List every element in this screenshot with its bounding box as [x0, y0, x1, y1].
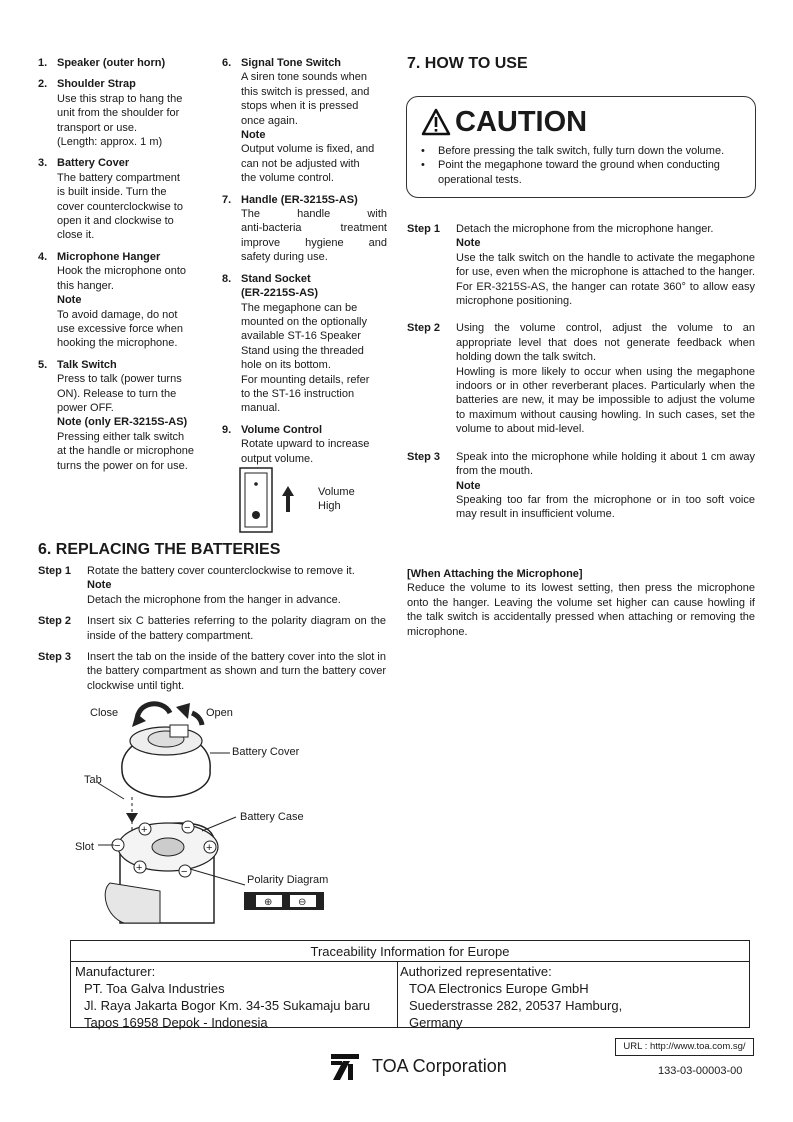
slot-label: Slot	[75, 841, 94, 853]
parts-list-left	[38, 56, 200, 480]
svg-text:−: −	[114, 840, 121, 852]
svg-text:⊕: ⊕	[264, 897, 273, 908]
svg-text:+: +	[206, 842, 213, 854]
section-6-title: 6. REPLACING THE BATTERIES	[38, 541, 281, 558]
manufacturer-cell: Manufacturer: PT. Toa Galva Industries Jl. Raya Jakarta Bogor Km. 34-35 Sukamaju baru Tapos 16958 Depok - Indonesia	[71, 962, 398, 1028]
battery-step-1: Step 1 Rotate the battery cover counterclockwise to remove it. Note Detach the microphone from the hanger in advance.	[38, 565, 355, 606]
attaching-microphone-section	[407, 567, 755, 639]
caution-item: • Point the megaphone toward the ground when conducting operational tests.	[421, 159, 720, 186]
battery-cover-label: Battery Cover	[232, 746, 300, 758]
battery-case-label: Battery Case	[240, 811, 304, 823]
polarity-diagram-label: Polarity Diagram	[247, 874, 329, 886]
use-step-2: Step 2 Using the volume control, adjust the volume to an appropriate level that does not generate feedback when holding down the talk switch. Howling is more likely to occur when using the megaphone indoors or in other reverberant places. Particularly when the batteries are new, it may be impossible to adjust the volume to maximum without causing howling. In such cases, set the volume to about mid-level.	[407, 322, 755, 436]
toa-logo-icon	[330, 1051, 360, 1081]
svg-text:−: −	[181, 866, 188, 878]
caution-list	[421, 144, 751, 187]
battery-step-3: Step 3 Insert the tab on the inside of the battery cover into the slot in the battery compartment as shown and turn the battery cover clockwise until tight.	[38, 651, 386, 692]
use-step-3: Step 3 Speak into the microphone while holding it about 1 cm away from the mouth. Note Speaking too far from the microphone or in too soft voice may result in insufficient volume.	[407, 450, 755, 521]
svg-text:+: +	[136, 862, 143, 874]
company-logo	[330, 1051, 507, 1081]
volume-high-label: High	[318, 500, 341, 512]
tab-label: Tab	[84, 774, 102, 786]
item-talk-switch: 5. Talk Switch Press to talk (power turns ON). Release to turn the power OFF. Note (only ER-3215S-AS) Pressing either talk switch at the handle or microphone turns the power on for use.	[38, 358, 194, 472]
parts-list-middle	[222, 56, 387, 473]
how-to-use-steps	[407, 222, 755, 529]
traceability-title: Traceability Information for Europe	[71, 941, 749, 962]
item-volume-control: 9. Volume Control Rotate upward to increase output volume.	[222, 423, 370, 465]
open-label: Open	[206, 707, 233, 719]
representative-cell: Authorized representative: TOA Electronics Europe GmbH Suederstrasse 282, 20537 Hamburg, Germany	[400, 964, 623, 1030]
item-battery-cover: 3. Battery Cover The battery compartment is built inside. Turn the cover counterclockwise to open it and clockwise to close it.	[38, 157, 183, 242]
caution-title: CAUTION	[455, 106, 588, 138]
item-signal-tone-switch: 6. Signal Tone Switch A siren tone sounds when this switch is pressed, and stops when it is pressed once again. Note Output volume is fixed, and can not be adjusted with the volume control.	[222, 57, 375, 185]
close-label: Close	[90, 707, 119, 719]
item-shoulder-strap: 2. Shoulder Strap Use this strap to hang the unit from the shoulder for transport or use. (Length: approx. 1 m)	[38, 78, 183, 149]
warning-triangle-icon	[421, 108, 451, 136]
document-number: 133-03-00003-00	[658, 1065, 743, 1077]
svg-text:⊖: ⊖	[298, 897, 307, 908]
attach-text: Reduce the volume to its lowest setting, then press the microphone onto the hanger. Leaving the volume set higher can cause howling if the talk switch is accidentally pressed when attaching or removing the microphone.	[407, 582, 755, 638]
use-step-1: Step 1 Detach the microphone from the microphone hanger. Note Use the talk switch on the handle to activate the megaphone for use, even when the microphone is attached to the hanger. For ER-3215S-AS, the hanger can rotate 360° to allow easy microphone positioning.	[407, 223, 755, 308]
company-name: TOA Corporation	[372, 1055, 507, 1076]
volume-control-figure	[238, 466, 302, 534]
caution-item: • Before pressing the talk switch, fully turn down the volume.	[421, 145, 725, 157]
battery-step-2: Step 2 Insert six C batteries referring to the polarity diagram on the inside of the battery compartment.	[38, 615, 386, 642]
url-box: URL : http://www.toa.com.sg/	[615, 1038, 754, 1056]
item-speaker: 1. Speaker (outer horn)	[38, 57, 166, 69]
item-stand-socket: 8. Stand Socket (ER-2215S-AS) The megaphone can be mounted on the optionally available ST-16 Speaker Stand using the threaded hole on its bottom. For mounting details, refer to the ST-16 instruction manual.	[222, 272, 370, 415]
svg-text:−: −	[184, 822, 191, 834]
traceability-table	[70, 940, 750, 1028]
svg-text:+: +	[141, 824, 148, 836]
volume-label: Volume	[318, 486, 355, 498]
section-replacing-batteries	[38, 540, 386, 700]
item-microphone-hanger: 4. Microphone Hanger Hook the microphone onto this hanger. Note To avoid damage, do not use excessive force when hooking the microphone.	[38, 250, 187, 350]
section-7-title: 7. HOW TO USE	[407, 55, 528, 72]
item-handle: 7. Handle (ER-3215S-AS) The handle with anti-bacteria treatment improve hygiene and safety during use.	[222, 193, 387, 264]
caution-box	[406, 96, 756, 198]
attach-title: [When Attaching the Microphone]	[407, 568, 583, 580]
